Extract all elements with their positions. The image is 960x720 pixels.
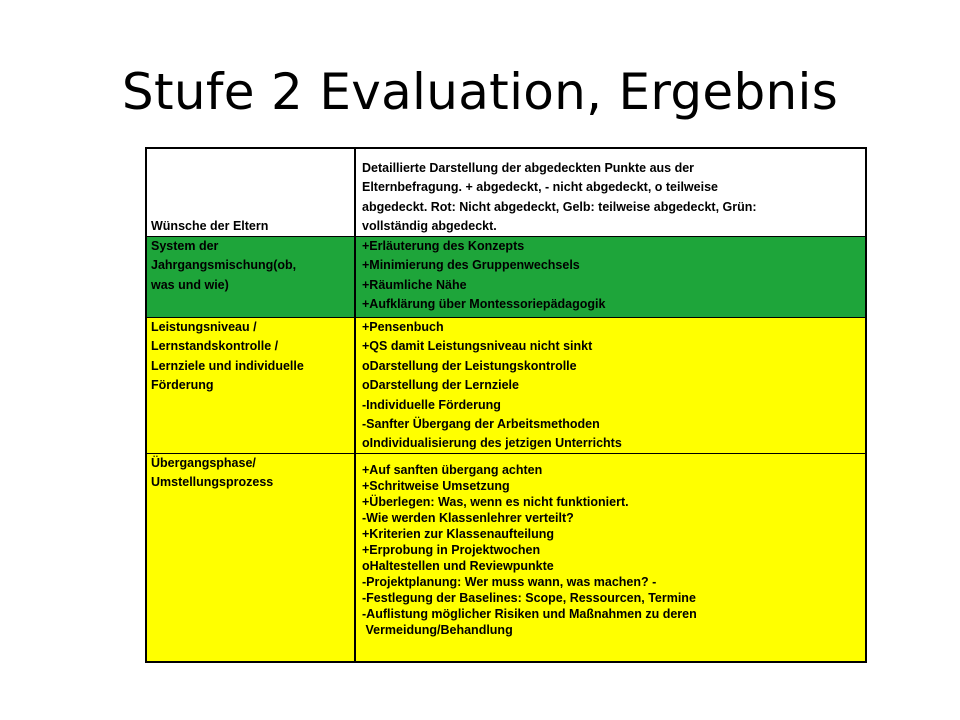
row-uebergangsphase-points (356, 454, 865, 661)
point-item: +Schritweise Umsetzung (362, 479, 510, 493)
row-jahrgangsmischung-points (356, 237, 865, 318)
evaluation-table (145, 147, 867, 663)
point-item: -Individuelle Förderung (362, 397, 501, 412)
header-left-label: Wünsche der Eltern (151, 218, 269, 233)
point-item: +Überlegen: Was, wenn es nicht funktioniert. (362, 495, 629, 509)
point-item: oIndividualisierung des jetzigen Unterrichts (362, 436, 622, 451)
point-item: oDarstellung der Lernziele (362, 378, 519, 393)
row-leistungsniveau-points (356, 318, 865, 454)
point-item: -Festlegung der Baselines: Scope, Ressourcen, Termine (362, 591, 696, 605)
topic-line: Übergangsphase/ (151, 456, 256, 470)
point-item: +Minimierung des Gruppenwechsels (362, 258, 580, 273)
topic-line: System der (151, 239, 219, 253)
point-item: +Räumliche Nähe (362, 277, 467, 292)
header-cell-right (356, 149, 865, 237)
point-item: oDarstellung der Leistungskontrolle (362, 358, 577, 373)
point-item: +Erprobung in Projektwochen (362, 543, 541, 557)
point-item: -Auflistung möglicher Risiken und Maßnahmen zu deren (362, 607, 697, 621)
header-right-line: abgedeckt. Rot: Nicht abgedeckt, Gelb: teilweise abgedeckt, Grün: (362, 199, 757, 214)
point-item: -Wie werden Klassenlehrer verteilt? (362, 511, 574, 525)
topic-line: Jahrgangsmischung(ob, (151, 258, 297, 273)
point-item: +Auf sanften übergang achten (362, 463, 543, 477)
point-item: +QS damit Leistungsniveau nicht sinkt (362, 339, 593, 354)
topic-line: Lernziele und individuelle (151, 358, 304, 373)
header-right-line: Detaillierte Darstellung der abgedeckten Punkte aus der (362, 161, 695, 175)
header-right-line: Elternbefragung. + abgedeckt, - nicht abgedeckt, o teilweise (362, 180, 718, 195)
topic-line: Umstellungsprozess (151, 475, 274, 490)
header-cell-left (147, 149, 356, 237)
slide-title: Stufe 2 Evaluation, Ergebnis (121, 63, 839, 121)
row-jahrgangsmischung-topic (147, 237, 356, 318)
point-item: +Erläuterung des Konzepts (362, 239, 525, 253)
topic-line: Förderung (151, 378, 214, 393)
header-right-line: vollständig abgedeckt. (362, 219, 497, 234)
topic-line: Leistungsniveau / (151, 320, 257, 334)
row-leistungsniveau-topic (147, 318, 356, 454)
point-item: Vermeidung/Behandlung (362, 623, 513, 637)
point-item: -Sanfter Übergang der Arbeitsmethoden (362, 417, 600, 432)
topic-line: Lernstandskontrolle / (151, 339, 279, 354)
point-item: +Pensenbuch (362, 320, 444, 334)
row-uebergangsphase-topic (147, 454, 356, 661)
point-item: +Aufklärung über Montessoriepädagogik (362, 297, 606, 312)
point-item: oHaltestellen und Reviewpunkte (362, 559, 554, 573)
point-item: +Kriterien zur Klassenaufteilung (362, 527, 555, 541)
point-item: -Projektplanung: Wer muss wann, was machen? - (362, 575, 657, 589)
topic-line: was und wie) (151, 277, 229, 292)
